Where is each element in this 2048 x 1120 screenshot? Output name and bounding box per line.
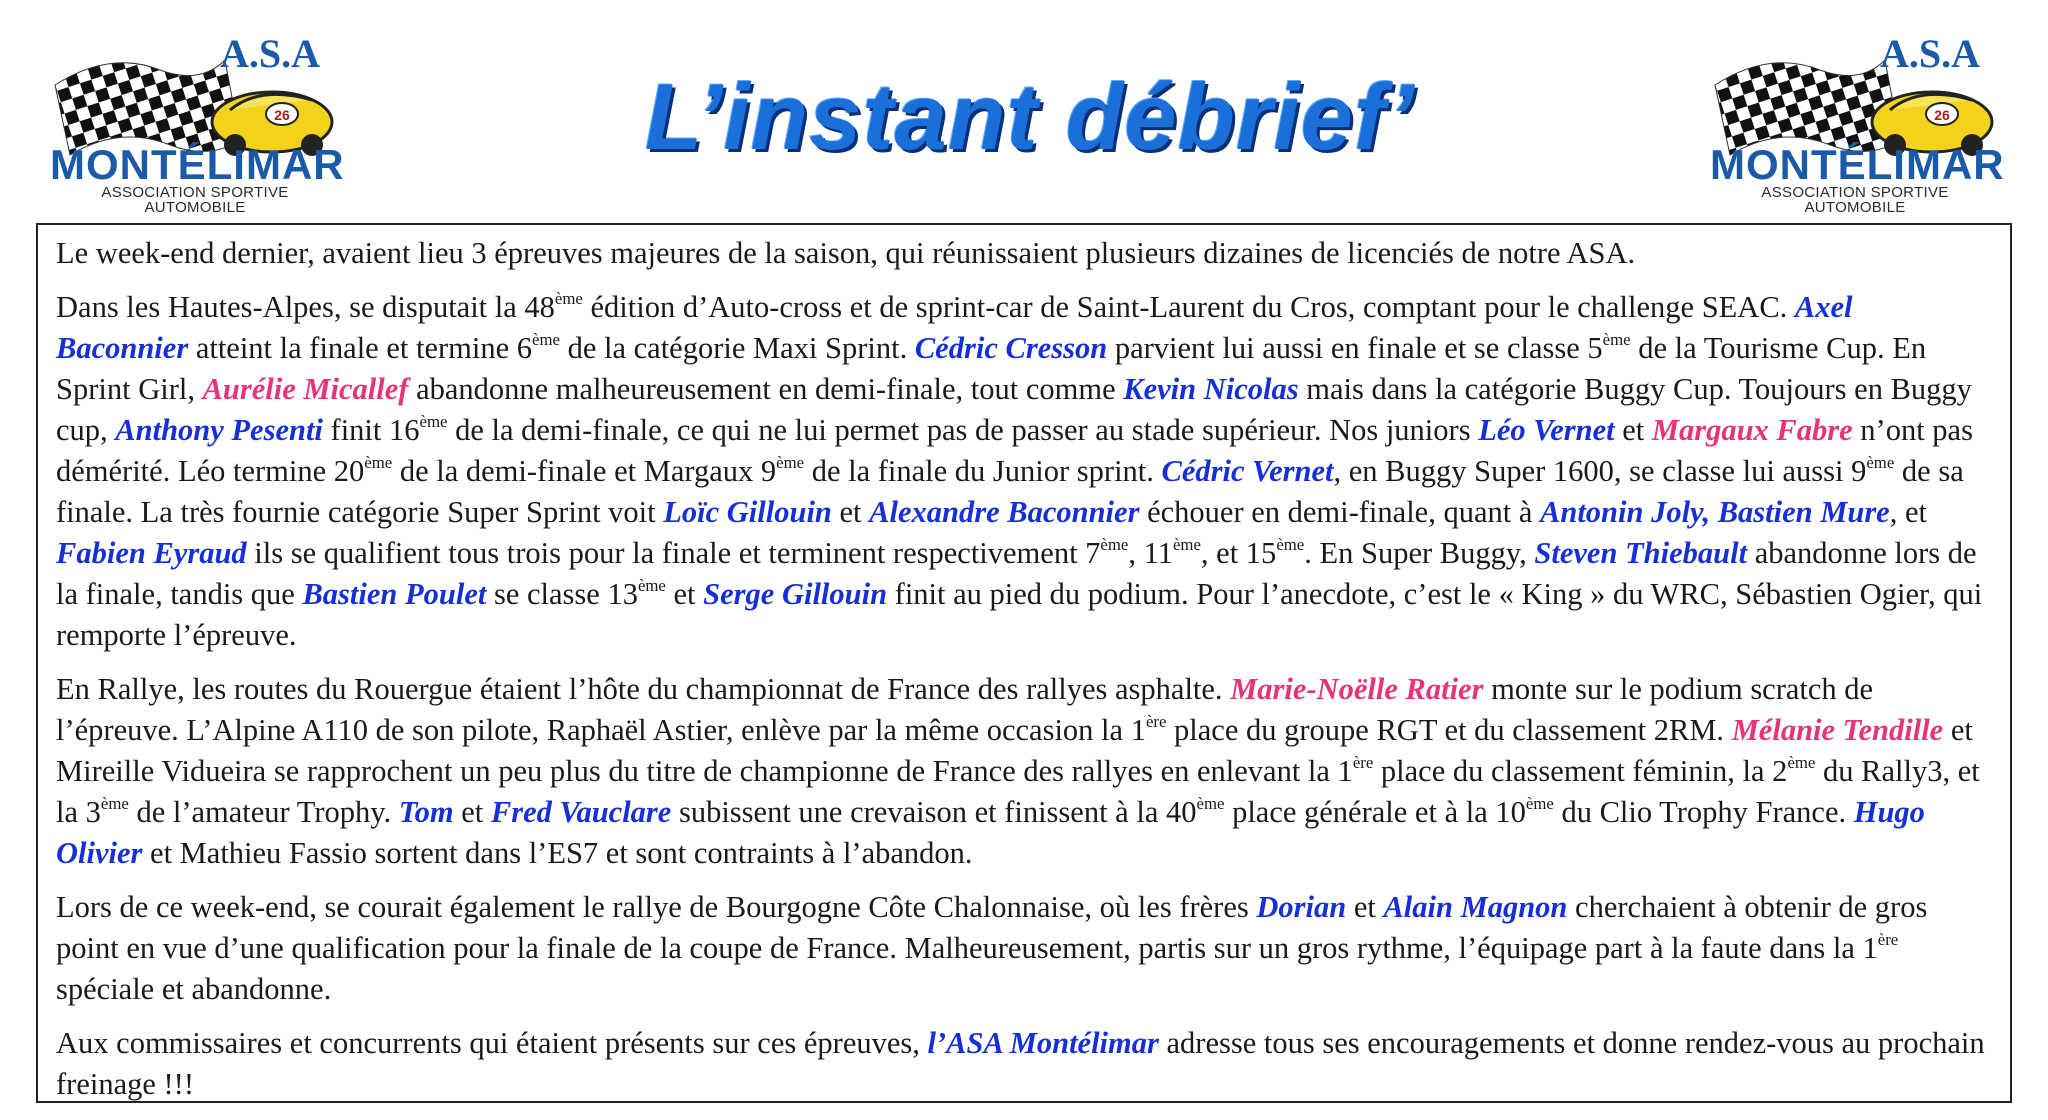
ordinal-suffix: ème <box>1525 794 1554 814</box>
text-run: , et <box>1889 495 1927 529</box>
driver-name: Fred Vauclare <box>490 795 672 829</box>
driver-name: Steven Thiebault <box>1534 536 1748 570</box>
ordinal-suffix: ème <box>419 412 448 432</box>
logo-subtitle-text: ASSOCIATION SPORTIVE AUTOMOBILE <box>101 184 289 216</box>
text-run: Lors de ce week-end, se courait également le rallye de Bourgogne Côte Chalonnaise, où les frères <box>56 890 1257 924</box>
ordinal-suffix: ème <box>554 289 583 309</box>
driver-name: l’ASA Montélimar <box>927 1026 1159 1060</box>
text-run: et <box>665 577 704 611</box>
text-run: de la Tourisme Cup. En Sprint Girl, <box>56 331 1927 406</box>
text-run: et Mathieu Fassio sortent dans l’ES7 et sont contraints à l’abandon. <box>142 836 973 870</box>
article-paragraph <box>56 1023 1990 1105</box>
article-paragraph <box>56 233 1990 274</box>
text-run: de sa finale. La très fournie catégorie Super Sprint voit <box>56 454 1964 529</box>
logo-name-text: MONTÉLIMAR <box>50 141 345 188</box>
ordinal-suffix: ème <box>776 453 805 473</box>
ordinal-suffix: ème <box>1172 535 1201 555</box>
ordinal-suffix: ème <box>1602 330 1631 350</box>
driver-name: Léo Vernet <box>1478 413 1615 447</box>
text-run: de la demi-finale, ce qui ne lui permet pas de passer au stade supérieur. Nos juniors <box>447 413 1479 447</box>
driver-name: Cédric Cresson <box>914 331 1108 365</box>
asa-montelimar-logo-right <box>1710 30 2010 216</box>
text-run: finit au pied du podium. Pour l’anecdote, c’est le « King » du WRC, Sébastien Ogier, qui remporte l’épreuve. <box>56 577 1983 652</box>
text-run: , 11 <box>1128 536 1173 570</box>
driver-name: Antonin Joly, Bastien Mure <box>1540 495 1890 529</box>
text-run: Le week-end dernier, avaient lieu 3 épreuves majeures de la saison, qui réunissaient plusieurs dizaines de licenciés de notre ASA. <box>56 236 1636 270</box>
article-paragraph <box>56 887 1990 1010</box>
ordinal-suffix: ème <box>1787 753 1816 773</box>
text-run: , en Buggy Super 1600, se classe lui aussi 9 <box>1333 454 1867 488</box>
text-run: Dans les Hautes-Alpes, se disputait la 48 <box>56 290 555 324</box>
logo-name-text: MONTÉLIMAR <box>1710 141 2005 188</box>
driver-name-female: Marie-Noëlle Ratier <box>1230 672 1484 706</box>
text-run: abandonne lors de la finale, tandis que <box>56 536 1977 611</box>
text-run: du Clio Trophy France. <box>1553 795 1854 829</box>
ordinal-suffix: ème <box>100 794 129 814</box>
asa-montelimar-logo-left <box>50 30 350 216</box>
text-run: cherchaient à obtenir de gros point en vue d’une qualification pour la finale de la coupe de France. Malheureusement, partis sur un gros rythme, l’équipage part à la faute dans la 1 <box>56 890 1928 965</box>
ordinal-suffix: ème <box>1866 453 1895 473</box>
text-run: de la catégorie Maxi Sprint. <box>559 331 915 365</box>
text-run: . En Super Buggy, <box>1304 536 1535 570</box>
text-run: finit 16 <box>322 413 420 447</box>
text-run: mais dans la catégorie Buggy Cup. Toujours en Buggy cup, <box>56 372 1972 447</box>
text-run: place du classement féminin, la 2 <box>1373 754 1788 788</box>
driver-name: Fabien Eyraud <box>56 536 247 570</box>
driver-name: Anthony Pesenti <box>115 413 323 447</box>
text-run: du Rally3, et la 3 <box>56 754 1980 829</box>
ordinal-suffix: ère <box>1877 930 1899 950</box>
text-run: échouer en demi-finale, quant à <box>1139 495 1541 529</box>
text-run: et <box>831 495 870 529</box>
logo-subtitle-text: ASSOCIATION SPORTIVE AUTOMOBILE <box>1761 184 1949 216</box>
text-run: place du groupe RGT et du classement 2RM. <box>1166 713 1732 747</box>
text-run: et <box>1614 413 1652 447</box>
logo-asa-text: A.S.A <box>220 31 321 76</box>
text-run: subissent une crevaison et finissent à la 40 <box>671 795 1197 829</box>
text-run: de la finale du Junior sprint. <box>804 454 1162 488</box>
page-title: L’instant débrief’ <box>645 64 1415 169</box>
text-run: et <box>1346 890 1384 924</box>
driver-name: Bastien Poulet <box>302 577 487 611</box>
text-run: parvient lui aussi en finale et se classe 5 <box>1107 331 1603 365</box>
driver-name-female: Aurélie Micallef <box>202 372 409 406</box>
driver-name: Kevin Nicolas <box>1123 372 1299 406</box>
driver-name: Alain Magnon <box>1383 890 1568 924</box>
text-run: de l’amateur Trophy. <box>128 795 399 829</box>
text-run: de la demi-finale et Margaux 9 <box>392 454 777 488</box>
logo-asa-text: A.S.A <box>1880 31 1981 76</box>
text-run: et <box>453 795 491 829</box>
driver-name: Alexandre Baconnier <box>869 495 1140 529</box>
text-run: Aux commissaires et concurrents qui étaient présents sur ces épreuves, <box>56 1026 928 1060</box>
car-number: 26 <box>1934 107 1950 123</box>
text-run: , et 15 <box>1200 536 1277 570</box>
text-run: atteint la finale et termine 6 <box>188 331 533 365</box>
article-paragraph <box>56 669 1990 874</box>
ordinal-suffix: ème <box>1276 535 1305 555</box>
driver-name: Tom <box>398 795 454 829</box>
driver-name-female: Mélanie Tendille <box>1731 713 1944 747</box>
text-run: place générale et à la 10 <box>1224 795 1526 829</box>
ordinal-suffix: ème <box>637 576 666 596</box>
ordinal-suffix: ème <box>364 453 393 473</box>
driver-name: Cédric Vernet <box>1161 454 1334 488</box>
driver-name: Serge Gillouin <box>703 577 888 611</box>
text-run: spéciale et abandonne. <box>56 972 332 1006</box>
ordinal-suffix: ère <box>1352 753 1374 773</box>
driver-name: Axel Baconnier <box>56 290 1853 365</box>
text-run: adresse tous ses encouragements et donne rendez-vous au prochain freinage !!! <box>56 1026 1985 1101</box>
text-run: En Rallye, les routes du Rouergue étaient l’hôte du championnat de France des rallyes asphalte. <box>56 672 1231 706</box>
ordinal-suffix: ème <box>1100 535 1129 555</box>
text-run: monte sur le podium scratch de l’épreuve. L’Alpine A110 de son pilote, Raphaël Astier, enlève par la même occasion la 1 <box>56 672 1874 747</box>
driver-name: Dorian <box>1256 890 1347 924</box>
text-run: se classe 13 <box>486 577 638 611</box>
article-paragraph <box>56 287 1990 656</box>
ordinal-suffix: ème <box>532 330 560 350</box>
car-number: 26 <box>274 107 290 123</box>
ordinal-suffix: ème <box>1196 794 1225 814</box>
text-run: édition d’Auto-cross et de sprint-car de Saint-Laurent du Cros, comptant pour le challenge SEAC. <box>582 290 1795 324</box>
driver-name-female: Margaux Fabre <box>1651 413 1853 447</box>
text-run: ils se qualifient tous trois pour la finale et terminent respectivement 7 <box>246 536 1101 570</box>
text-run: n’ont pas démérité. Léo termine 20 <box>56 413 1973 488</box>
text-run: et Mireille Vidueira se rapprochent un peu plus du titre de championne de France des rallyes en enlevant la 1 <box>56 713 1973 788</box>
text-run: abandonne malheureusement en demi-finale, tout comme <box>408 372 1124 406</box>
ordinal-suffix: ère <box>1145 712 1167 732</box>
article-body <box>36 223 2012 1103</box>
driver-name: Loïc Gillouin <box>663 495 832 529</box>
driver-name: Hugo Olivier <box>56 795 1925 870</box>
